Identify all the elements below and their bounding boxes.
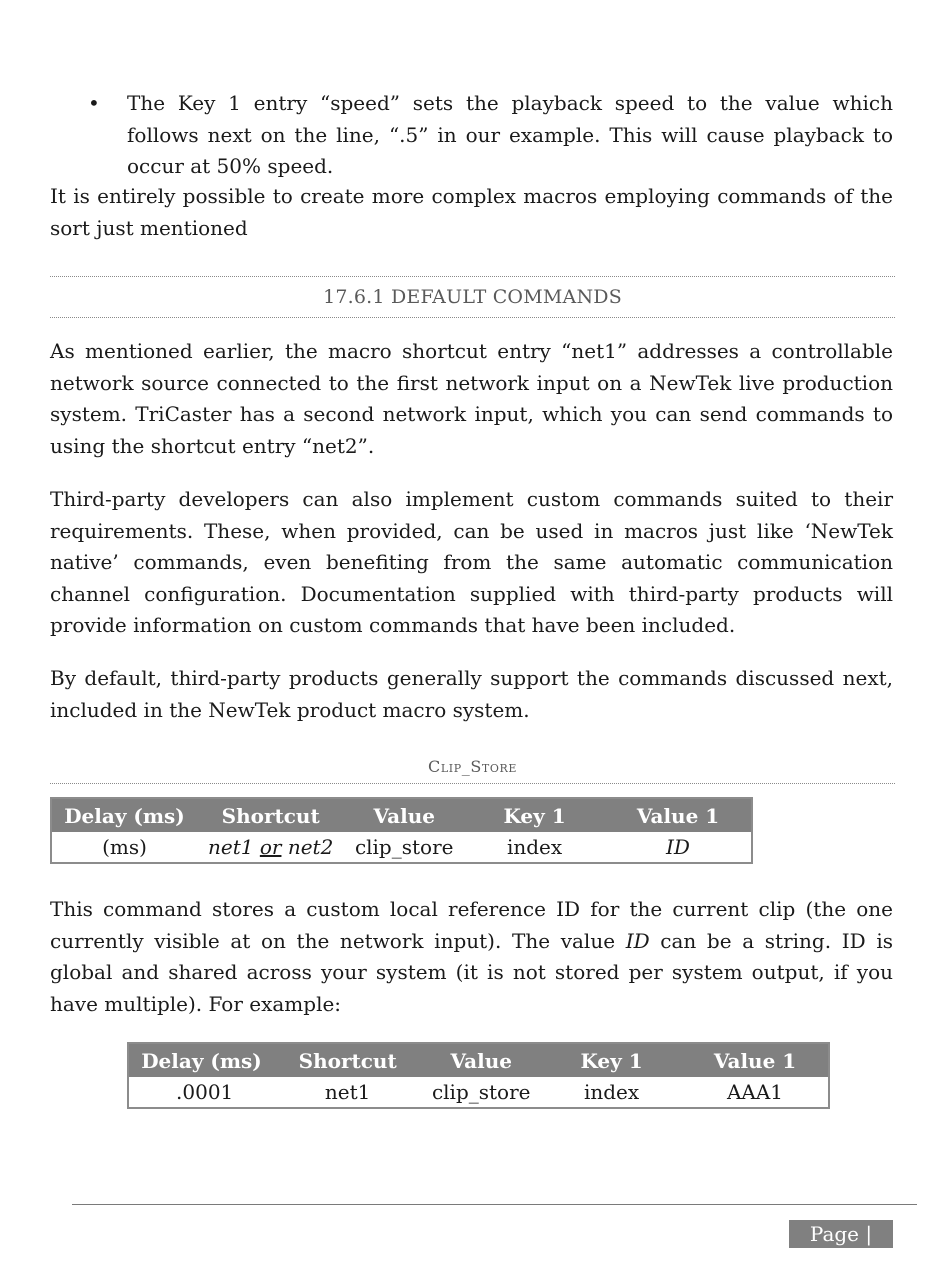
table-row — [51, 832, 752, 863]
cell-value: clip_store — [344, 832, 464, 863]
cell-shortcut — [197, 832, 344, 863]
shortcut-net2: net2 — [287, 835, 334, 859]
cell-value1: ID — [605, 832, 752, 863]
shortcut-or: or — [259, 835, 282, 859]
header-shortcut: Shortcut — [274, 1043, 421, 1077]
header-value1: Value 1 — [682, 1043, 829, 1077]
bullet-marker: • — [88, 91, 100, 115]
cell-key1: index — [464, 832, 605, 863]
paragraph-4-italic-id: ID — [625, 928, 650, 953]
cell-delay: .0001 — [128, 1077, 274, 1108]
table-header-row — [51, 798, 752, 832]
paragraph-third-party: Third-party developers can also implement custom commands suited to their requirements. These, when provided, can be used in macros just like ‘NewTek native’ commands, even benefiting from the same automatic communication channel configuration. Documentation supplied with third-party products will provide information on custom commands that have been included. — [50, 487, 893, 637]
clip-store-syntax-table — [50, 797, 753, 864]
cell-key1: index — [541, 1077, 682, 1108]
header-value: Value — [421, 1043, 541, 1077]
header-key1: Key 1 — [464, 798, 605, 832]
paragraph-4-part-1: This command stores a custom local reference ID for the current clip (the one currently visible at on the network input). The value — [50, 897, 893, 953]
cell-delay: (ms) — [51, 832, 197, 863]
table-row — [128, 1077, 829, 1108]
cell-value1: AAA1 — [682, 1077, 829, 1108]
header-key1: Key 1 — [541, 1043, 682, 1077]
paragraph-default-commands: By default, third-party products generally support the commands discussed next, included in the NewTek product macro system. — [50, 666, 893, 722]
page-number-badge: Page | 293 — [789, 1220, 893, 1248]
cell-value: clip_store — [421, 1077, 541, 1108]
intro-paragraph: It is entirely possible to create more complex macros employing commands of the sort just mentioned — [50, 184, 893, 240]
paragraph-net-shortcuts: As mentioned earlier, the macro shortcut entry “net1” addresses a controllable network source connected to the first network input on a NewTek live production system. TriCaster has a second network input, which you can send commands to using the shortcut entry “net2”. — [50, 339, 893, 458]
table-header-row — [128, 1043, 829, 1077]
header-value1: Value 1 — [605, 798, 752, 832]
table-caption-text: Clip_Store — [428, 757, 517, 776]
paragraph-clip-store-description — [50, 894, 893, 1020]
cell-shortcut: net1 — [274, 1077, 421, 1108]
section-heading: 17.6.1 DEFAULT COMMANDS — [50, 276, 895, 318]
bullet-item-text: The Key 1 entry “speed” sets the playback speed to the value which follows next on the line, “.5” in our example. This will cause playback to occur at 50% speed. — [127, 91, 893, 178]
footer-divider — [72, 1204, 917, 1205]
header-shortcut: Shortcut — [197, 798, 344, 832]
header-delay: Delay (ms) — [128, 1043, 274, 1077]
shortcut-net1: net1 — [208, 835, 254, 859]
table-caption — [50, 752, 895, 784]
header-value: Value — [344, 798, 464, 832]
header-delay: Delay (ms) — [51, 798, 197, 832]
paragraph-4-part-2: can be a string. ID is global and shared across your system (it is not stored per system output, if you have multiple). For example: — [50, 928, 893, 1016]
clip-store-example-table — [127, 1042, 830, 1109]
